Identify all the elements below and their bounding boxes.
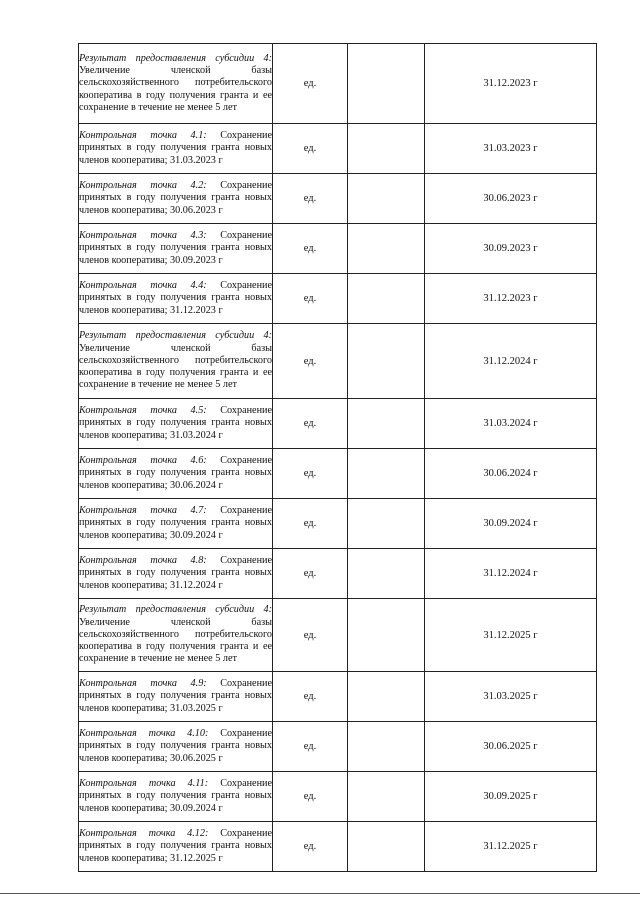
unit-cell: ед. xyxy=(273,274,348,324)
description-cell xyxy=(79,449,273,499)
description-cell xyxy=(79,124,273,174)
table-row xyxy=(79,822,597,872)
row-lead: Контрольная точка 4.10: xyxy=(79,728,209,740)
date-cell: 31.12.2023 г xyxy=(425,274,597,324)
row-lead: Контрольная точка 4.7: xyxy=(79,505,207,517)
row-lead: Контрольная точка 4.8: xyxy=(79,555,207,567)
table-row xyxy=(79,449,597,499)
unit-cell: ед. xyxy=(273,549,348,599)
row-lead: Контрольная точка 4.4: xyxy=(79,280,207,292)
unit-cell: ед. xyxy=(273,224,348,274)
results-table-body xyxy=(79,44,597,872)
value-cell xyxy=(348,399,425,449)
row-lead: Результат предоставления субсидии 4: xyxy=(79,52,272,64)
value-cell xyxy=(348,722,425,772)
unit-cell: ед. xyxy=(273,44,348,124)
description-cell xyxy=(79,599,273,672)
unit-cell: ед. xyxy=(273,399,348,449)
date-cell: 31.12.2025 г xyxy=(425,822,597,872)
description-cell xyxy=(79,722,273,772)
row-text: Сохранение принятых в году получения гранта новых членов кооператива; 31.03.2024 г xyxy=(79,405,272,441)
row-lead: Контрольная точка 4.3: xyxy=(79,230,207,242)
description-cell xyxy=(79,399,273,449)
row-text: Увеличение членской базы сельскохозяйственного потребительского кооператива в году получения гранта и ее сохранение в течение не менее 5 лет xyxy=(79,342,272,391)
page-bottom-rule xyxy=(0,893,640,894)
description-cell xyxy=(79,499,273,549)
row-text: Сохранение принятых в году получения гранта новых членов кооператива; 31.12.2024 г xyxy=(79,555,272,591)
row-text: Сохранение принятых в году получения гранта новых членов кооператива; 30.09.2024 г xyxy=(79,778,272,814)
row-text: Сохранение принятых в году получения гранта новых членов кооператива; 31.12.2023 г xyxy=(79,280,272,316)
table-row xyxy=(79,124,597,174)
row-lead: Контрольная точка 4.1: xyxy=(79,130,207,142)
row-text: Сохранение принятых в году получения гранта новых членов кооператива; 30.06.2025 г xyxy=(79,728,273,764)
unit-cell: ед. xyxy=(273,174,348,224)
value-cell xyxy=(348,44,425,124)
value-cell xyxy=(348,499,425,549)
row-lead: Результат предоставления субсидии 4: xyxy=(79,604,272,616)
date-cell: 31.12.2025 г xyxy=(425,599,597,672)
date-cell: 30.09.2025 г xyxy=(425,772,597,822)
description-cell xyxy=(79,549,273,599)
unit-cell: ед. xyxy=(273,672,348,722)
description-cell xyxy=(79,174,273,224)
row-text: Сохранение принятых в году получения гранта новых членов кооператива; 30.06.2023 г xyxy=(79,180,272,216)
table-row xyxy=(79,44,597,124)
row-text: Сохранение принятых в году получения гранта новых членов кооператива; 30.09.2023 г xyxy=(79,230,272,266)
row-text: Сохранение принятых в году получения гранта новых членов кооператива; 31.03.2025 г xyxy=(79,678,272,714)
date-cell: 31.03.2023 г xyxy=(425,124,597,174)
date-cell: 31.03.2025 г xyxy=(425,672,597,722)
date-cell: 31.12.2024 г xyxy=(425,324,597,399)
row-lead: Контрольная точка 4.12: xyxy=(79,828,209,840)
row-text: Сохранение принятых в году получения гранта новых членов кооператива; 30.06.2024 г xyxy=(79,455,272,491)
row-lead: Контрольная точка 4.5: xyxy=(79,405,207,417)
unit-cell: ед. xyxy=(273,499,348,549)
row-lead: Контрольная точка 4.11: xyxy=(79,778,209,790)
value-cell xyxy=(348,449,425,499)
unit-cell: ед. xyxy=(273,722,348,772)
table-row xyxy=(79,722,597,772)
unit-cell: ед. xyxy=(273,124,348,174)
date-cell: 31.12.2023 г xyxy=(425,44,597,124)
table-row xyxy=(79,174,597,224)
unit-cell: ед. xyxy=(273,324,348,399)
row-text: Сохранение принятых в году получения гранта новых членов кооператива; 30.09.2024 г xyxy=(79,505,272,541)
row-text: Сохранение принятых в году получения гранта новых членов кооператива; 31.12.2025 г xyxy=(79,828,273,864)
unit-cell: ед. xyxy=(273,449,348,499)
row-text: Увеличение членской базы сельскохозяйственного потребительского кооператива в году получения гранта и ее сохранение в течение не менее 5 лет xyxy=(79,65,272,113)
table-row xyxy=(79,772,597,822)
value-cell xyxy=(348,822,425,872)
table-row xyxy=(79,599,597,672)
row-lead: Контрольная точка 4.2: xyxy=(79,180,207,192)
value-cell xyxy=(348,324,425,399)
table-row xyxy=(79,324,597,399)
row-text: Сохранение принятых в году получения гранта новых членов кооператива; 31.03.2023 г xyxy=(79,130,272,166)
date-cell: 31.03.2024 г xyxy=(425,399,597,449)
unit-cell: ед. xyxy=(273,599,348,672)
table-row xyxy=(79,224,597,274)
unit-cell: ед. xyxy=(273,822,348,872)
unit-cell: ед. xyxy=(273,772,348,822)
row-lead: Результат предоставления субсидии 4: xyxy=(79,330,272,342)
table-row xyxy=(79,274,597,324)
description-cell xyxy=(79,224,273,274)
value-cell xyxy=(348,274,425,324)
value-cell xyxy=(348,599,425,672)
description-cell xyxy=(79,822,273,872)
date-cell: 31.12.2024 г xyxy=(425,549,597,599)
table-row xyxy=(79,499,597,549)
row-lead: Контрольная точка 4.6: xyxy=(79,455,207,467)
description-cell xyxy=(79,44,273,124)
date-cell: 30.06.2023 г xyxy=(425,174,597,224)
value-cell xyxy=(348,124,425,174)
value-cell xyxy=(348,772,425,822)
row-lead: Контрольная точка 4.9: xyxy=(79,678,207,690)
results-table xyxy=(78,43,597,872)
value-cell xyxy=(348,174,425,224)
description-cell xyxy=(79,772,273,822)
date-cell: 30.09.2024 г xyxy=(425,499,597,549)
date-cell: 30.06.2025 г xyxy=(425,722,597,772)
description-cell xyxy=(79,324,273,399)
value-cell xyxy=(348,672,425,722)
description-cell xyxy=(79,274,273,324)
value-cell xyxy=(348,549,425,599)
date-cell: 30.09.2023 г xyxy=(425,224,597,274)
row-text: Увеличение членской базы сельскохозяйственного потребительского кооператива в году получения гранта и ее сохранение в течение не менее 5 лет xyxy=(79,616,272,665)
table-row xyxy=(79,672,597,722)
table-row xyxy=(79,399,597,449)
table-row xyxy=(79,549,597,599)
date-cell: 30.06.2024 г xyxy=(425,449,597,499)
value-cell xyxy=(348,224,425,274)
description-cell xyxy=(79,672,273,722)
